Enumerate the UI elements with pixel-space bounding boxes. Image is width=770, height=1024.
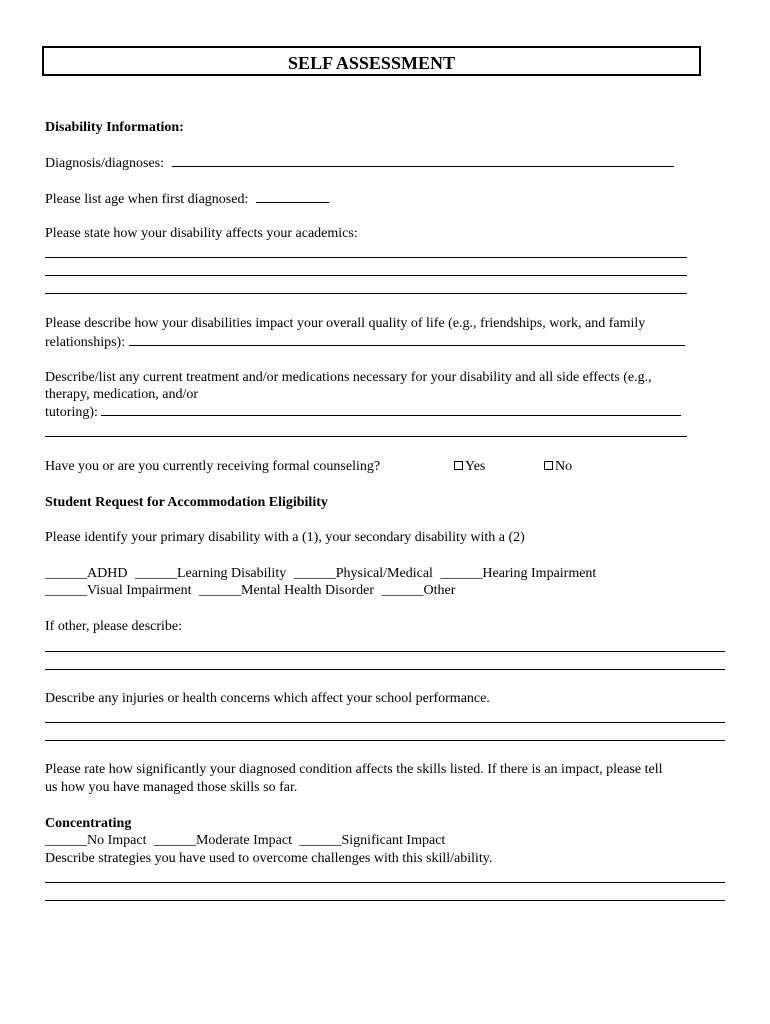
no-impact-blank[interactable]: ______ — [45, 833, 87, 848]
other-describe-label: If other, please describe: — [45, 619, 183, 634]
yes-option[interactable] — [454, 458, 485, 475]
counseling-question: Have you or are you currently receiving formal counseling? — [45, 459, 381, 474]
physical-label: Physical/Medical — [335, 566, 433, 581]
no-label: No — [555, 459, 573, 474]
visual-blank[interactable]: ______ — [45, 583, 87, 598]
no-option[interactable] — [544, 458, 572, 475]
request-heading: Student Request for Accommodation Eligibility — [45, 495, 328, 510]
hearing-label: Hearing Impairment — [482, 566, 597, 581]
significant-impact-blank[interactable]: ______ — [299, 833, 342, 848]
academics-line-3[interactable] — [45, 293, 687, 294]
adhd-label: ADHD — [87, 566, 128, 581]
title-box — [42, 46, 701, 76]
mental-blank[interactable]: ______ — [199, 583, 242, 598]
hearing-blank[interactable]: ______ — [440, 566, 483, 581]
yes-checkbox[interactable] — [454, 461, 463, 470]
learning-label: Learning Disability — [176, 566, 287, 581]
other-line-2[interactable] — [45, 669, 725, 670]
other-line-1[interactable] — [45, 651, 725, 652]
significant-impact-label: Significant Impact — [341, 833, 446, 848]
rate-text-line-1: Please rate how significantly your diagnosed condition affects the skills listed. If there is an impact, please tell — [45, 762, 663, 777]
quality-row — [45, 333, 685, 351]
disability-options-row-1 — [45, 565, 596, 582]
strategies-line-1[interactable] — [45, 882, 725, 883]
impact-options-row — [45, 832, 445, 849]
other-blank[interactable]: ______ — [381, 583, 424, 598]
page-title: SELF ASSESSMENT — [288, 53, 455, 73]
age-row — [45, 190, 329, 208]
quality-field[interactable] — [129, 333, 685, 346]
yes-label: Yes — [465, 459, 486, 474]
moderate-impact-blank[interactable]: ______ — [153, 833, 196, 848]
treatment-text-line-2: therapy, medication, and/or — [45, 387, 199, 402]
diagnosis-row — [45, 154, 674, 172]
injuries-line-2[interactable] — [45, 740, 725, 741]
injuries-label: Describe any injuries or health concerns which affect your school performance. — [45, 691, 490, 706]
academics-line-2[interactable] — [45, 275, 687, 276]
age-field[interactable] — [256, 190, 329, 203]
diagnosis-label: Diagnosis/diagnoses: — [45, 156, 164, 171]
treatment-line-2[interactable] — [45, 436, 687, 437]
mental-label: Mental Health Disorder — [241, 583, 374, 598]
academics-label: Please state how your disability affects your academics: — [45, 226, 358, 241]
rate-text-line-2: us how you have managed those skills so far. — [45, 780, 298, 795]
other-label: Other — [423, 583, 456, 598]
identify-label: Please identify your primary disability with a (1), your secondary disability with a (2) — [45, 530, 525, 545]
injuries-line-1[interactable] — [45, 722, 725, 723]
disability-info-heading: Disability Information: — [45, 120, 184, 135]
treatment-field[interactable] — [101, 403, 681, 416]
treatment-row — [45, 403, 681, 421]
no-checkbox[interactable] — [544, 461, 553, 470]
treatment-label: tutoring): — [45, 405, 98, 420]
academics-line-1[interactable] — [45, 257, 687, 258]
quality-label: relationships): — [45, 335, 126, 350]
quality-text-line-1: Please describe how your disabilities impact your overall quality of life (e.g., friendships, work, and family — [45, 316, 646, 331]
disability-options-row-2 — [45, 582, 455, 599]
diagnosis-field[interactable] — [172, 154, 674, 167]
age-label: Please list age when first diagnosed: — [45, 192, 249, 207]
concentrating-heading: Concentrating — [45, 816, 132, 831]
treatment-text-line-1: Describe/list any current treatment and/or medications necessary for your disability and all side effects (e.g., — [45, 370, 652, 385]
physical-blank[interactable]: ______ — [293, 566, 336, 581]
no-impact-label: No Impact — [87, 833, 147, 848]
learning-blank[interactable]: ______ — [134, 566, 177, 581]
visual-label: Visual Impairment — [87, 583, 192, 598]
strategies-line-2[interactable] — [45, 900, 725, 901]
moderate-impact-label: Moderate Impact — [195, 833, 292, 848]
adhd-blank[interactable]: ______ — [45, 566, 87, 581]
strategies-label: Describe strategies you have used to overcome challenges with this skill/ability. — [45, 851, 493, 866]
